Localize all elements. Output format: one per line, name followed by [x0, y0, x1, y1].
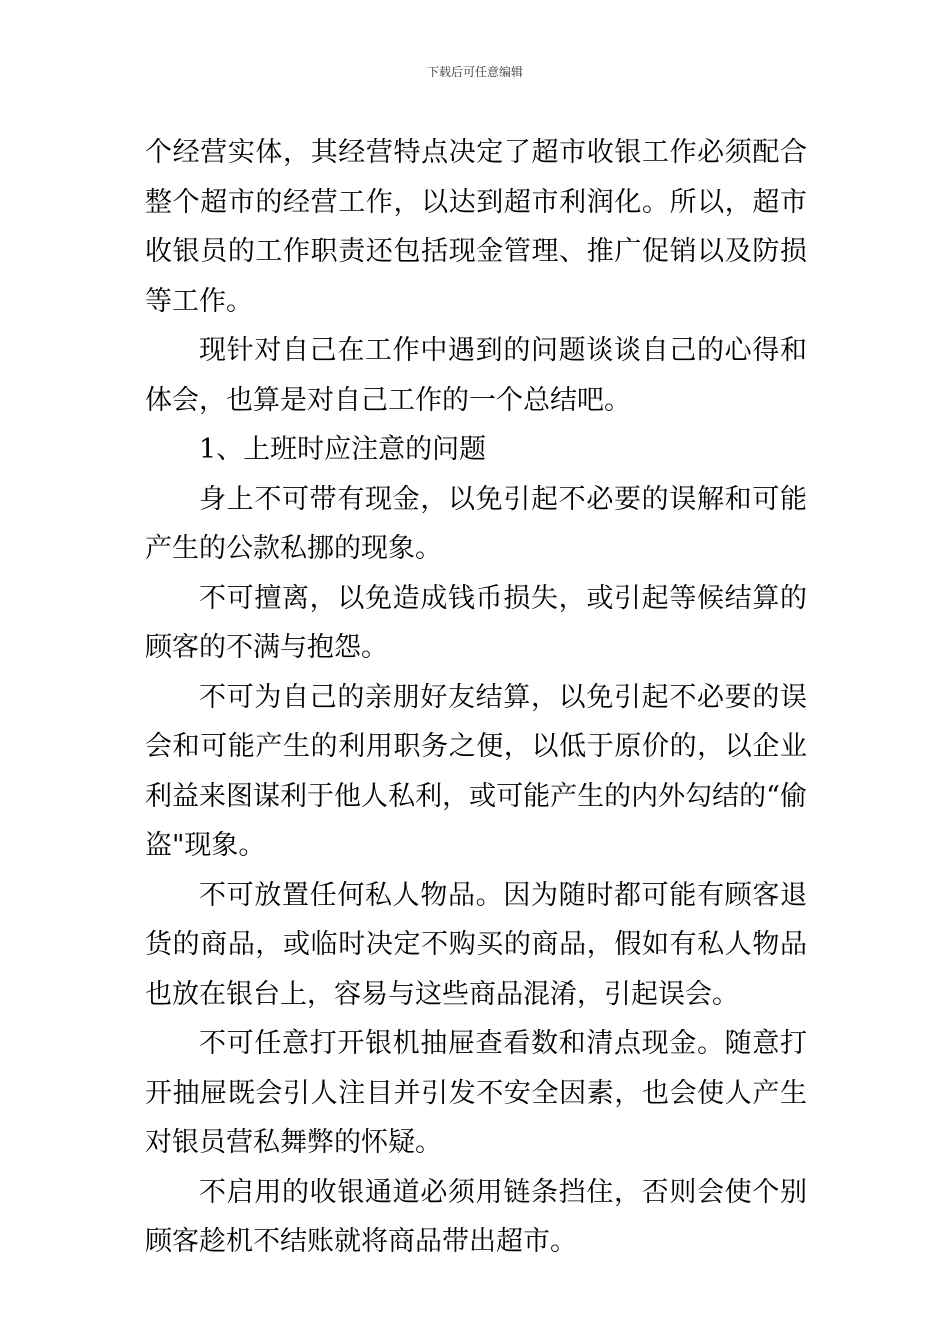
- paragraph-5: 不可为自己的亲朋好友结算，以免引起不必要的误会和可能产生的利用职务之便，以低于原价的，以企业利益来图谋利于他人私利，或可能产生的内外勾结的“偷盗"现象。: [145, 681, 807, 861]
- paragraph-4: 不可擅离，以免造成钱币损失，或引起等候结算的顾客的不满与抱怨。: [145, 582, 807, 663]
- document-body: [145, 128, 807, 1267]
- paragraph-1: 个经营实体，其经营特点决定了超市收银工作必须配合整个超市的经营工作，以达到超市利润化。所以，超市收银员的工作职责还包括现金管理、推广促销以及防损等工作。: [145, 137, 807, 317]
- paragraph-6: 不可放置任何私人物品。因为随时都可能有顾客退货的商品，或临时决定不购买的商品，假如有私人物品也放在银台上，容易与这些商品混淆，引起误会。: [145, 879, 807, 1010]
- paragraph-2: 现针对自己在工作中遇到的问题谈谈自己的心得和体会，也算是对自己工作的一个总结吧。: [145, 335, 807, 416]
- page-header: 下载后可任意编辑: [426, 65, 523, 79]
- paragraph-7: 不可任意打开银机抽屉查看数和清点现金。随意打开抽屉既会引人注目并引发不安全因素，也会使人产生对银员营私舞弊的怀疑。: [145, 1028, 807, 1158]
- paragraph-8: 不启用的收银通道必须用链条挡住，否则会使个别顾客趁机不结账就将商品带出超市。: [145, 1176, 807, 1257]
- section-heading: 1、上班时应注意的问题: [199, 434, 487, 465]
- paragraph-3: 身上不可带有现金，以免引起不必要的误解和可能产生的公款私挪的现象。: [145, 483, 807, 564]
